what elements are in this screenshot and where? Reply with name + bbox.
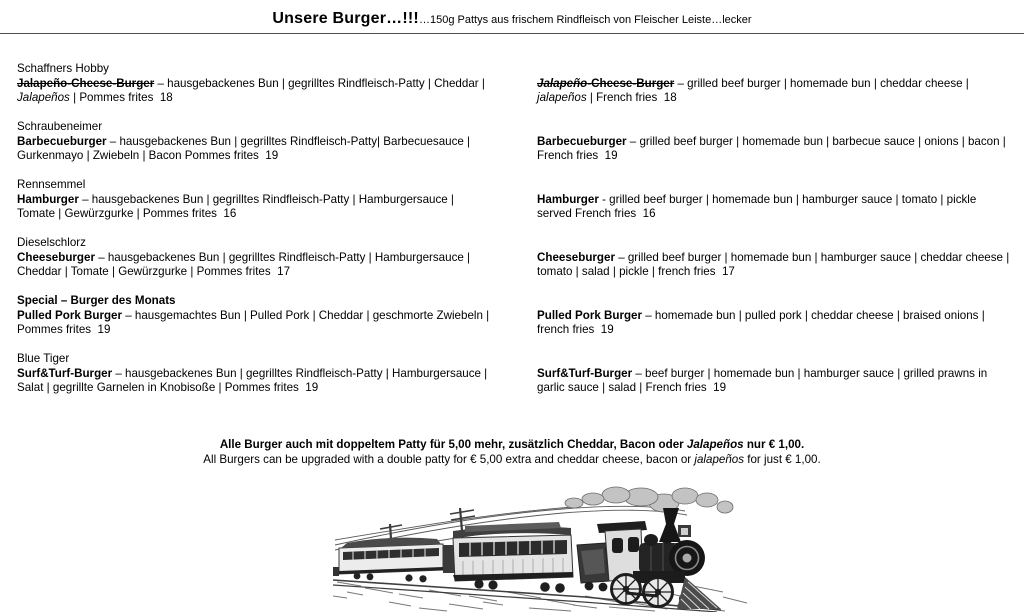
text-segment: – grilled beef burger | homemade bun | cheddar cheese | <box>674 76 973 90</box>
text-segment: Hamburger <box>537 192 599 206</box>
menu-section-row <box>17 352 1010 396</box>
menu-section-row <box>17 62 1010 106</box>
english-column-entry <box>537 352 1010 396</box>
german-description <box>17 77 490 106</box>
text-segment: nur € 1,00. <box>743 438 805 451</box>
text-segment: - grilled beef burger | homemade bun | hamburger sauce | tomato | pickle served French fries 16 <box>537 192 980 220</box>
burger-nickname: Schaffners Hobby <box>17 62 109 75</box>
english-description <box>537 193 1010 222</box>
upgrade-note-english <box>0 452 1024 467</box>
text-segment: – hausgebackenes Bun | gegrilltes Rindfleisch-Patty | Cheddar | <box>154 76 489 90</box>
menu-section-row <box>17 120 1010 164</box>
german-description <box>17 193 490 222</box>
text-segment: Cheeseburger <box>17 250 95 264</box>
text-segment: Hamburger <box>17 192 79 206</box>
passenger-car-rear <box>333 538 443 583</box>
german-description <box>17 308 493 338</box>
german-description <box>17 135 490 164</box>
text-segment: Barbecueburger <box>537 134 627 148</box>
text-segment: for just € 1,00. <box>744 453 821 466</box>
text-segment: jalapeños <box>537 91 587 104</box>
text-segment: Surf&Turf-Burger <box>537 366 633 380</box>
text-segment: Surf&Turf-Burger <box>17 366 113 380</box>
german-column-entry <box>17 178 490 222</box>
german-column-entry <box>17 120 490 164</box>
english-column-entry <box>537 236 1013 280</box>
german-column-entry <box>17 352 490 396</box>
locomotive <box>597 508 721 609</box>
upgrade-note <box>0 437 1024 467</box>
german-description <box>17 367 490 396</box>
english-description <box>537 135 1010 164</box>
text-segment: – hausgebackenes Bun | gegrilltes Rindfleisch-Patty| Barbecuesauce | Gurkenmayo | Zwiebeln | Bacon Pommes frites 19 <box>17 134 474 162</box>
text-segment: – hausgemachtes Bun | Pulled Pork | Cheddar | geschmorte Zwiebeln | Pommes frites 19 <box>17 308 493 336</box>
smoke-plume <box>565 487 733 513</box>
english-description <box>537 250 1013 280</box>
burger-nickname: Special – Burger des Monats <box>17 294 176 307</box>
text-segment: – grilled beef burger | homemade bun | barbecue sauce | onions | bacon | French fries 19 <box>537 134 1010 162</box>
english-description <box>537 367 1010 396</box>
text-segment: Alle Burger auch mit doppeltem Patty für 5,00 mehr, zusätzlich Cheddar, Bacon oder <box>219 438 687 451</box>
english-description <box>537 309 1010 338</box>
text-segment: – hausgebackenes Bun | gegrilltes Rindfleisch-Patty | Hamburgersauce | Cheddar | Tomate | Gewürzgurke | Pommes frites 17 <box>17 250 474 278</box>
menu-header <box>0 10 1024 28</box>
page-subtitle: …150g Pattys aus frischem Rindfleisch von Fleischer Leiste…lecker <box>418 14 752 26</box>
burger-nickname: Blue Tiger <box>17 352 70 365</box>
text-segment: Jalapeños <box>686 438 744 451</box>
english-column-entry <box>537 178 1010 222</box>
text-segment: Pulled Pork Burger <box>537 308 643 322</box>
english-column-entry <box>537 62 1010 106</box>
burger-nickname: Rennsemmel <box>17 178 86 191</box>
text-segment: Cheeseburger <box>537 250 615 264</box>
text-segment: Pulled Pork Burger <box>17 308 123 322</box>
text-segment: Jalapeños <box>17 91 70 104</box>
german-description <box>17 251 490 280</box>
text-segment: | French fries 18 <box>586 91 677 104</box>
text-segment: jalapeños <box>694 453 745 466</box>
passenger-car-front <box>453 522 573 593</box>
german-column-entry <box>17 62 490 106</box>
menu-section-row <box>17 294 1010 338</box>
menu-section-row <box>17 236 1013 280</box>
english-column-entry <box>537 294 1010 338</box>
burger-nickname: Dieselschlorz <box>17 236 86 249</box>
text-segment: – homemade bun | pulled pork | cheddar cheese | braised onions | french fries 19 <box>537 308 988 336</box>
text-segment: Barbecueburger <box>17 134 107 148</box>
german-column-entry <box>17 294 493 338</box>
text-segment: – grilled beef burger | homemade bun | hamburger sauce | cheddar cheese | tomato | salad | pickle | french fries 17 <box>537 250 1013 278</box>
text-segment: – hausgebackenes Bun | gegrilltes Rindfleisch-Patty | Hamburgersauce | Salat | gegrillte Garnelen in Knobisoße | Pommes frites 19 <box>17 366 491 394</box>
burger-nickname: Schraubeneimer <box>17 120 103 133</box>
menu-section-row <box>17 178 1010 222</box>
upgrade-note-german <box>0 437 1024 452</box>
english-column-entry <box>537 120 1010 164</box>
page-title: Unsere Burger…!!! <box>272 10 419 27</box>
english-description <box>537 77 1010 106</box>
header-divider <box>0 33 1024 34</box>
train-illustration <box>333 485 753 612</box>
text-segment: Jalapeño <box>537 76 588 90</box>
german-column-entry <box>17 236 490 280</box>
text-segment: – hausgebackenes Bun | gegrilltes Rindfleisch-Patty | Hamburgersauce | Tomate | Gewürzgurke | Pommes frites 16 <box>17 192 457 220</box>
text-segment: All Burgers can be upgraded with a double patty for € 5,00 extra and cheddar cheese, bacon or <box>203 453 695 466</box>
text-segment: Jalapeño-Cheese-Burger <box>17 76 155 90</box>
text-segment: – beef burger | homemade bun | hamburger sauce | grilled prawns in garlic sauce | salad | French fries 19 <box>537 366 991 394</box>
text-segment: | Pommes frites 18 <box>69 91 173 104</box>
menu-columns <box>17 62 1013 410</box>
text-segment: -Cheese-Burger <box>587 76 675 90</box>
tender <box>577 543 609 591</box>
